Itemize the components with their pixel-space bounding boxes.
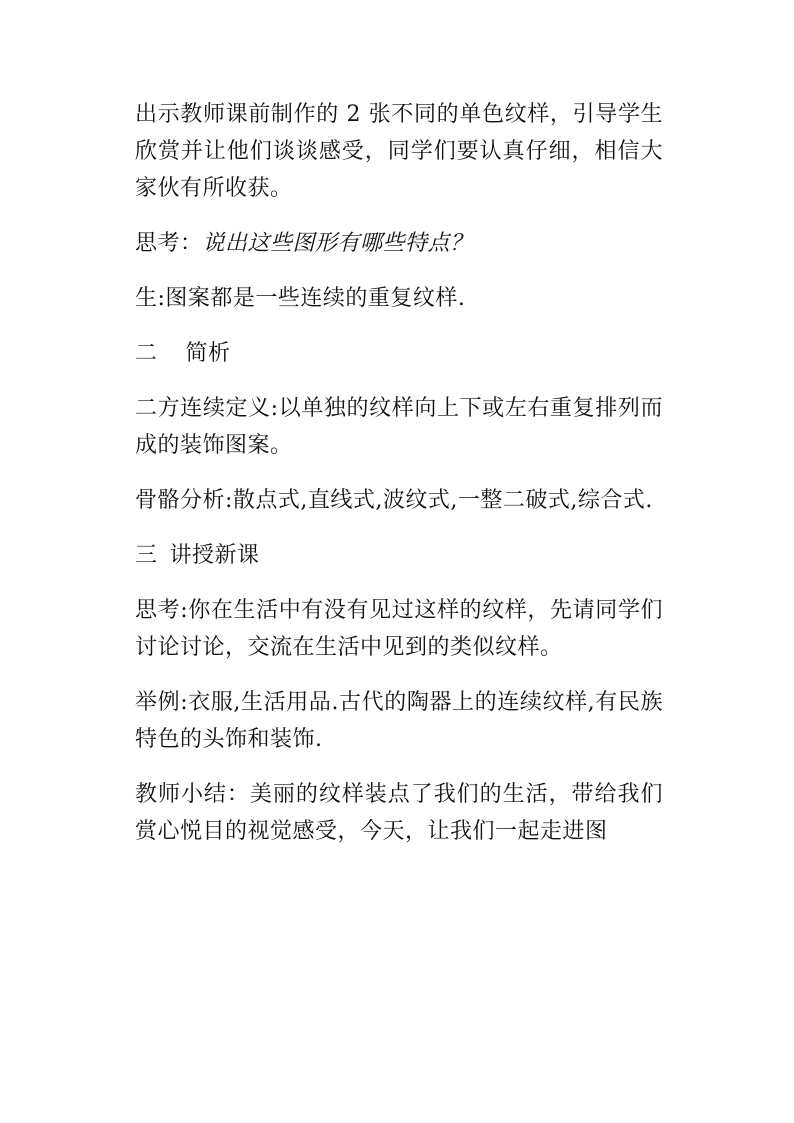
- think-label: 思考：: [135, 231, 203, 256]
- discussion-paragraph: 思考:你在生活中有没有见过这样的纹样，先请同学们讨论讨论，交流在生活中见到的类似纹样。: [135, 598, 663, 660]
- examples-paragraph: 举例:衣服,生活用品.古代的陶器上的连续纹样,有民族特色的头饰和装饰.: [135, 690, 663, 752]
- section-number: 三: [135, 543, 158, 568]
- teacher-summary-paragraph: 教师小结：美丽的纹样装点了我们的生活，带给我们赏心悦目的视觉感受，今天，让我们一起走进图: [135, 782, 663, 844]
- definition-paragraph: 二方连续定义:以单独的纹样向上下或左右重复排列而成的装饰图案。: [135, 396, 663, 458]
- section-title: 简析: [185, 341, 231, 366]
- intro-paragraph: 出示教师课前制作的 2 张不同的单色纹样，引导学生欣赏并让他们谈谈感受，同学们要认真仔细，相信大家伙有所收获。: [135, 102, 663, 201]
- section-heading-new-lesson: [135, 537, 663, 574]
- think-question: 说出这些图形有哪些特点？: [202, 231, 473, 256]
- section-title: 讲授新课: [169, 543, 260, 568]
- student-answer-paragraph: 生:图案都是一些连续的重复纹样.: [135, 286, 466, 311]
- think-question-paragraph: [135, 225, 663, 262]
- section-heading-analysis: [135, 335, 663, 372]
- section-number: 二: [135, 341, 158, 366]
- skeleton-analysis-paragraph: 骨骼分析:散点式,直线式,波纹式,一整二破式,综合式.: [135, 488, 653, 513]
- document-body: [135, 96, 663, 868]
